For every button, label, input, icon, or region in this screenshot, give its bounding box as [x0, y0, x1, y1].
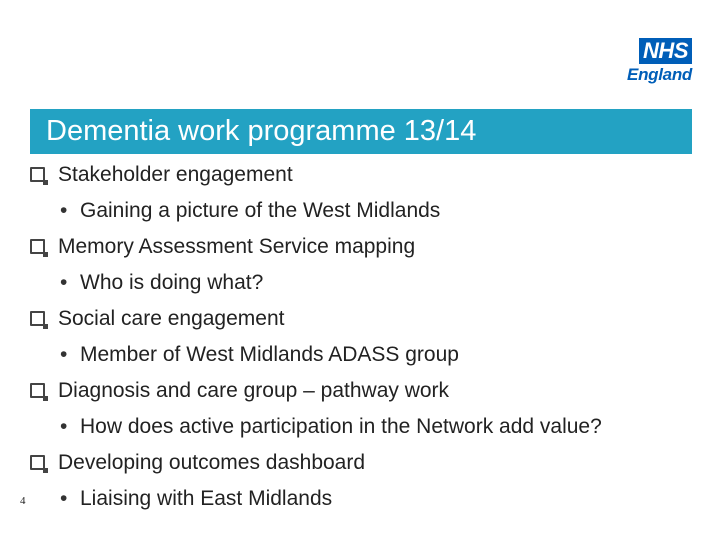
slide-title: Dementia work programme 13/14: [46, 115, 477, 147]
checkbox-bullet-icon: [30, 239, 45, 254]
bullet-icon: •: [60, 343, 68, 366]
sub-list-item-text: Gaining a picture of the West Midlands: [80, 199, 441, 222]
sub-list-item-text: How does active participation in the Network add value?: [80, 415, 602, 438]
nhs-logo-text: NHS: [639, 38, 692, 64]
bullet-icon: •: [60, 271, 68, 294]
list-item-text: Diagnosis and care group – pathway work: [58, 379, 450, 402]
list-item: [30, 445, 700, 481]
sub-list-item-text: Liaising with East Midlands: [80, 487, 333, 510]
bullet-icon: •: [60, 199, 68, 222]
sub-list-item: [30, 409, 700, 445]
sub-list-item: [30, 481, 700, 517]
list-item-text: Social care engagement: [58, 307, 285, 330]
list-item: [30, 157, 700, 193]
sub-list-item-text: Who is doing what?: [80, 271, 264, 294]
sub-list-item: [30, 337, 700, 373]
bullet-icon: •: [60, 487, 68, 510]
checkbox-bullet-icon: [30, 167, 45, 182]
checkbox-bullet-icon: [30, 383, 45, 398]
list-item-text: Developing outcomes dashboard: [58, 451, 366, 474]
nhs-england-logo: [612, 38, 694, 88]
list-item: [30, 301, 700, 337]
bullet-icon: •: [60, 415, 68, 438]
england-logo-text: England: [627, 65, 692, 84]
list-item: [30, 373, 700, 409]
page-number: 4: [20, 495, 26, 507]
sub-list-item: [30, 193, 700, 229]
slide-content: [30, 157, 700, 517]
list-item: [30, 229, 700, 265]
checkbox-bullet-icon: [30, 455, 45, 470]
title-bar: [30, 109, 692, 154]
sub-list-item-text: Member of West Midlands ADASS group: [80, 343, 459, 366]
checkbox-bullet-icon: [30, 311, 45, 326]
list-item-text: Memory Assessment Service mapping: [58, 235, 416, 258]
sub-list-item: [30, 265, 700, 301]
list-item-text: Stakeholder engagement: [58, 163, 293, 186]
